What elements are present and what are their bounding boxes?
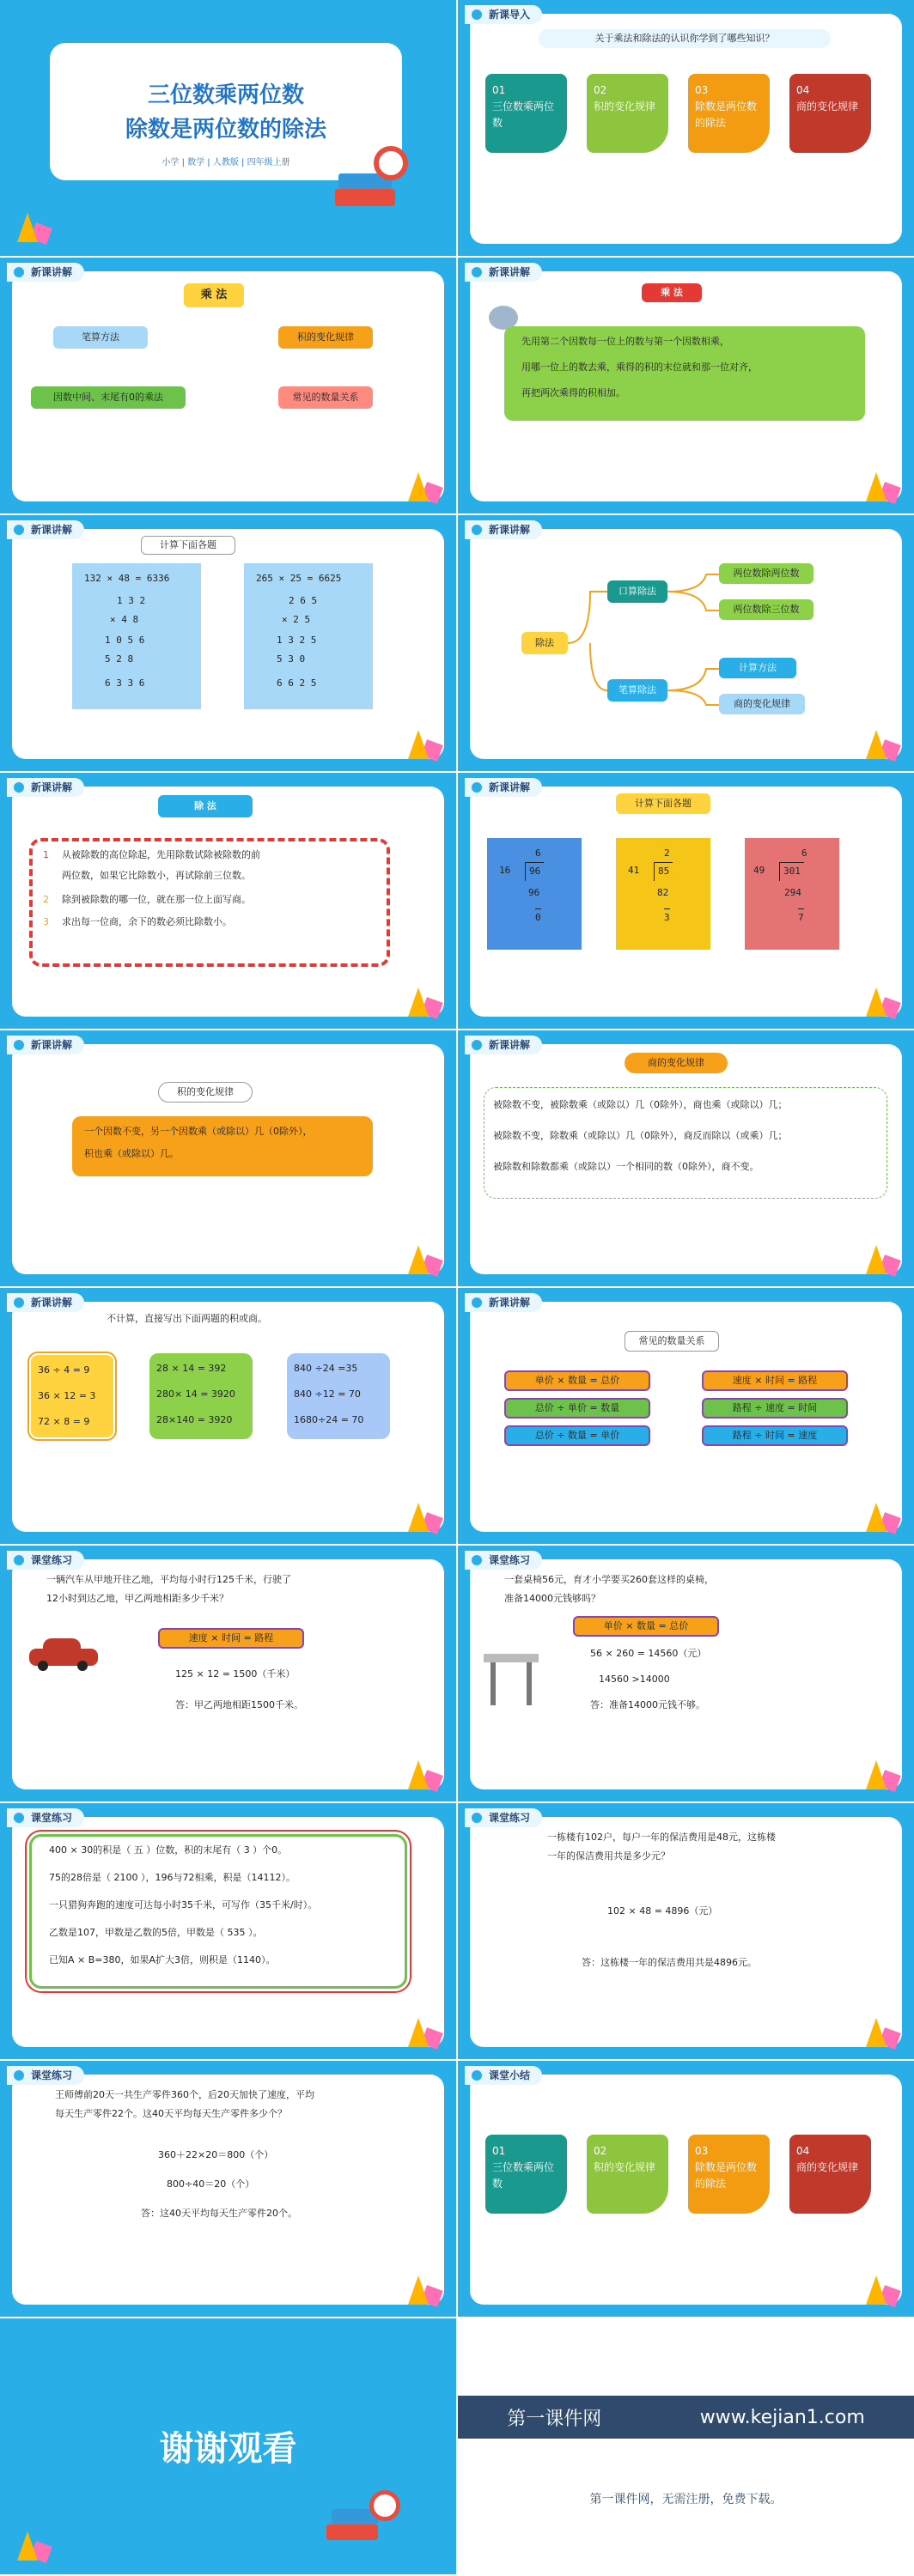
shapes-icon — [861, 2011, 899, 2047]
slide-header: 课堂练习 — [7, 2066, 84, 2085]
rule-line: 积也乘（或除以）几。 — [84, 1148, 179, 1159]
remainder: 3 — [664, 908, 670, 927]
rule-line: 一个因数不变，另一个因数乘（或除以）几（0除外）， — [84, 1126, 313, 1137]
steps-title: 乘 法 — [642, 283, 702, 302]
slide-multiplication-steps[interactable] — [458, 258, 914, 513]
formula-box: 单价 × 数量 = 总价 — [573, 1616, 719, 1637]
calc-line: 1 3 2 5 — [277, 635, 317, 646]
shapes-icon — [12, 206, 50, 242]
practice-title: 计算下面各题 — [141, 536, 235, 555]
mindmap-leaf[interactable]: 两位数除三位数 — [719, 599, 813, 620]
summary-card-02[interactable] — [587, 2135, 668, 2214]
summary-card-03[interactable] — [688, 2135, 770, 2214]
topic-text: 除数是两位数的除法 — [695, 2161, 758, 2190]
slide-practice-parts[interactable] — [0, 2061, 456, 2317]
car-icon — [29, 1637, 98, 1671]
exercise-intro: 不计算，直接写出下面两题的积或商。 — [107, 1313, 267, 1324]
thanks-text: 谢谢观看 — [159, 2429, 297, 2469]
division-card — [745, 838, 839, 950]
title-line1: 三位数乘两位数 — [147, 82, 304, 108]
slide-direct-answers[interactable] — [0, 1288, 456, 1544]
topic-num: 04 — [796, 84, 810, 96]
shapes-icon — [861, 723, 899, 759]
slide-fill-blanks[interactable] — [0, 1803, 456, 2059]
topic-num: 04 — [796, 2145, 810, 2157]
rule-line: 被除数不变，被除数乘（或除以）几（0除外），商也乘（或除以）几； — [493, 1099, 788, 1110]
brand-url[interactable]: www.kejian1.com — [699, 2406, 865, 2428]
slide-brand[interactable] — [458, 2318, 914, 2574]
calc-line: 6 3 3 6 — [105, 677, 145, 689]
practice-title: 计算下面各题 — [616, 793, 710, 814]
calc-line: 800÷40＝20（个） — [167, 2178, 255, 2190]
slide-multiplication-topics[interactable] — [0, 258, 456, 513]
step-1: 先用第二个因数每一位上的数与第一个因数相乘， — [521, 336, 729, 347]
topic-num: 01 — [492, 2145, 506, 2157]
dividend: 96 — [525, 862, 544, 881]
answer-line: 答：准备14000元钱不够。 — [590, 1699, 705, 1710]
rule-line: 被除数和除数都乘（或除以）一个相同的数（0除外），商不变。 — [493, 1161, 759, 1172]
slide-header: 课堂练习 — [7, 1808, 84, 1827]
calc-line: 1 0 5 6 — [105, 635, 145, 646]
quotient: 6 — [535, 848, 541, 859]
slide-header: 新课讲解 — [465, 1036, 542, 1054]
shapes-icon — [861, 1753, 899, 1789]
brand-footer: 第一课件网，无需注册，免费下载。 — [589, 2493, 783, 2506]
topic-text: 除数是两位数的除法 — [695, 100, 758, 130]
slide-card — [470, 529, 902, 759]
product: 82 — [657, 887, 669, 898]
shapes-icon — [861, 1496, 899, 1532]
calc-line: × 2 5 — [282, 614, 311, 625]
calc-line: 125 × 12 = 1500（千米） — [175, 1668, 296, 1680]
mindmap-root[interactable]: 除法 — [521, 632, 568, 654]
division-card — [487, 838, 582, 950]
answer-line: 答：这栋楼一年的保洁费用共是4896元。 — [582, 1957, 757, 1968]
shapes-icon — [861, 465, 899, 501]
brand-name: 第一课件网 — [507, 2408, 602, 2430]
slide-header: 新课讲解 — [7, 520, 84, 539]
dividend: 301 — [779, 862, 804, 881]
question-line: 准备14000元钱够吗？ — [504, 1593, 600, 1604]
shapes-icon — [403, 1238, 441, 1274]
formula-box: 速度 × 时间 = 路程 — [158, 1628, 304, 1649]
product: 294 — [784, 887, 801, 898]
books-illustration-icon — [326, 137, 421, 232]
steps-panel — [504, 326, 865, 421]
mindmap-leaf[interactable]: 商的变化规律 — [719, 694, 805, 714]
topic-title: 乘 法 — [184, 283, 244, 307]
step-3: 再把两次乘得的积相加。 — [521, 387, 625, 398]
slide-card — [470, 271, 902, 501]
slide-header: 课堂练习 — [465, 1551, 542, 1570]
slide-card — [470, 14, 902, 244]
summary-card-04[interactable] — [789, 2135, 871, 2214]
calc-line: 56 × 260 = 14560（元） — [590, 1648, 707, 1659]
relation-item: 总价 ÷ 单价 = 数量 — [504, 1398, 650, 1419]
blank-line: 已知A × B=380，如果A扩大3倍，则积是（1140）。 — [49, 1954, 276, 1965]
question-line: 每天生产零件22个。这40天平均每天生产零件多少个？ — [55, 2108, 287, 2119]
slide-practice-building[interactable] — [458, 1803, 914, 2059]
mindmap-connectors — [564, 563, 728, 726]
calc-line: 5 2 8 — [105, 653, 134, 665]
calc-line: 5 3 0 — [277, 653, 306, 665]
division-card — [616, 838, 710, 950]
blanks-panel — [29, 1834, 407, 1989]
slide-card — [470, 2075, 902, 2305]
relation-item: 路程 ÷ 速度 = 时间 — [702, 1398, 848, 1419]
shapes-icon — [861, 981, 899, 1017]
calc-line: 14560 >14000 — [599, 1674, 670, 1685]
question-line: 12小时到达乙地，甲乙两地相距多少千米？ — [46, 1593, 228, 1604]
relation-item: 路程 ÷ 时间 = 速度 — [702, 1425, 848, 1446]
answer-line: 答：甲乙两地相距1500千米。 — [175, 1699, 303, 1710]
rules-title: 除 法 — [158, 795, 253, 817]
topic-num: 03 — [695, 84, 709, 96]
topic-num: 01 — [492, 84, 506, 96]
quotient: 2 — [664, 848, 670, 859]
slide-card — [470, 1559, 902, 1789]
mindmap-leaf[interactable]: 计算方法 — [719, 658, 796, 678]
topic-text: 商的变化规律 — [796, 2161, 859, 2174]
title-line2: 除数是两位数的除法 — [125, 117, 326, 143]
rule-line: 两位数，如果它比除数小，再试除前三位数。 — [62, 870, 251, 881]
blank-line: 乙数是107，甲数是乙数的5倍，甲数是（ 535 ）。 — [49, 1927, 263, 1938]
answer-card — [149, 1353, 253, 1439]
shapes-icon — [861, 2269, 899, 2305]
rule-line: 求出每一位商，余下的数必须比除数小。 — [62, 916, 232, 927]
slide-header: 新课讲解 — [465, 778, 542, 797]
slide-card — [12, 1559, 444, 1789]
shapes-icon — [403, 2269, 441, 2305]
slide-thanks[interactable] — [0, 2318, 456, 2574]
answer-card — [29, 1353, 115, 1439]
slide-practice-desk[interactable] — [458, 1546, 914, 1801]
slide-quotient-rule[interactable] — [458, 1030, 914, 1286]
rule-line: 被除数不变，除数乘（或除以）几（0除外），商反而除以（或乘）几； — [493, 1130, 788, 1141]
topic-text: 积的变化规律 — [594, 100, 656, 113]
mindmap-branch[interactable]: 笔算除法 — [607, 679, 667, 702]
title-subtitle: 小学 | 数学 | 人教版 | 四年级上册 — [161, 158, 290, 167]
summary-card-01[interactable] — [485, 2135, 567, 2214]
calc-line: 360＋22×20＝800（个） — [158, 2149, 274, 2160]
slide-division-map[interactable] — [458, 515, 914, 771]
relation-item: 总价 ÷ 数量 = 单价 — [504, 1425, 650, 1446]
slide-card — [470, 1302, 902, 1532]
books-illustration-icon — [326, 2490, 404, 2559]
slide-card — [12, 1817, 444, 2047]
question-line: 一辆汽车从甲地开往乙地，平均每小时行125千米，行驶了 — [46, 1574, 291, 1585]
slide-card — [12, 1302, 444, 1532]
dividend: 85 — [654, 862, 673, 881]
blank-line: 400 × 30的积是（ 五 ）位数，积的末尾有（ 3 ）个0。 — [49, 1844, 288, 1856]
slide-card — [12, 787, 444, 1017]
slide-header: 课堂练习 — [465, 1808, 542, 1827]
blank-line: 75的28倍是（ 2100 ），196与72相乘，积是（14112）。 — [49, 1872, 296, 1883]
topic-num: 03 — [695, 2145, 709, 2157]
answer-line: 36 ÷ 4 = 9 — [38, 1364, 90, 1376]
answer-line: 840 ÷24 =35 — [294, 1363, 358, 1374]
answer-line: 答：这40天平均每天生产零件20个。 — [141, 2208, 297, 2219]
topic-num: 02 — [594, 2145, 607, 2157]
step-2: 用哪一位上的数去乘，乘得的积的末位就和那一位对齐， — [521, 361, 758, 373]
shapes-icon — [861, 1238, 899, 1274]
slide-summary[interactable] — [458, 2061, 914, 2317]
calc-line: 6 6 2 5 — [277, 677, 317, 689]
relation-item: 单价 × 数量 = 总价 — [504, 1370, 650, 1391]
mindmap-leaf[interactable]: 两位数除两位数 — [719, 563, 813, 584]
slide-card — [12, 2075, 444, 2305]
slide-header: 新课导入 — [465, 5, 542, 24]
slide-division-practice[interactable] — [458, 773, 914, 1029]
calc-line: 1 3 2 — [117, 595, 146, 606]
topic-item[interactable]: 因数中间、末尾有0的乘法 — [31, 386, 186, 409]
rule-line: 除到被除数的哪一位，就在那一位上面写商。 — [62, 894, 251, 905]
slide-card — [12, 271, 444, 501]
calc-equation: 132 × 48 = 6336 — [84, 573, 170, 584]
divisor: 41 — [628, 865, 640, 876]
slide-header: 课堂练习 — [7, 1551, 84, 1570]
topic-text: 商的变化规律 — [796, 100, 859, 113]
rule-mark-1: 1 — [43, 849, 49, 860]
slide-header: 新课讲解 — [465, 520, 542, 539]
shapes-icon — [403, 2011, 441, 2047]
slide-practice-car[interactable] — [0, 1546, 456, 1801]
product-rule-panel — [72, 1116, 373, 1176]
intro-question: 关于乘法和除法的认识你学到了哪些知识？ — [539, 29, 831, 48]
slide-multiplication-practice[interactable] — [0, 515, 456, 771]
slide-title[interactable] — [0, 0, 456, 256]
remainder: 7 — [798, 908, 804, 927]
quotient-rule-title: 商的变化规律 — [625, 1053, 728, 1073]
calc-line: 2 6 5 — [289, 595, 318, 606]
relation-item: 速度 × 时间 = 路程 — [702, 1370, 848, 1391]
topic-item[interactable]: 笔算方法 — [53, 326, 148, 349]
topic-card-03[interactable] — [688, 74, 770, 153]
slide-header: 新课讲解 — [465, 263, 542, 282]
rule-mark-2: 2 — [43, 894, 49, 905]
slide-card — [470, 1817, 902, 2047]
mindmap-branch[interactable]: 口算除法 — [607, 580, 667, 603]
topic-text: 三位数乘两位数 — [492, 2161, 555, 2190]
calc-line: 102 × 48 = 4896（元） — [607, 1905, 718, 1917]
slide-intro[interactable] — [458, 0, 914, 256]
topic-card-02[interactable] — [587, 74, 668, 153]
slide-header: 新课讲解 — [7, 263, 84, 282]
shapes-icon — [403, 1496, 441, 1532]
divisor: 49 — [753, 865, 765, 876]
question-line: 王师傅前20天一共生产零件360个，后20天加快了速度，平均 — [55, 2089, 314, 2100]
blank-line: 一只猎狗奔跑的速度可达每小时35千米，可写作（35千米/时）。 — [49, 1899, 318, 1911]
question-line: 一套桌椅56元，育才小学要买260套这样的桌椅， — [504, 1574, 714, 1585]
answer-line: 28×140 = 3920 — [156, 1414, 233, 1425]
answer-line: 36 × 12 = 3 — [38, 1390, 96, 1401]
slide-card — [12, 529, 444, 759]
answer-line: 72 × 8 = 9 — [38, 1416, 90, 1427]
slide-header: 课堂小结 — [465, 2066, 542, 2085]
relations-title: 常见的数量关系 — [625, 1331, 719, 1352]
shapes-icon — [12, 2524, 50, 2561]
slide-header: 新课讲解 — [7, 778, 84, 797]
quotient-rule-panel — [484, 1087, 887, 1199]
topic-card-04[interactable] — [789, 74, 871, 153]
slide-header: 新课讲解 — [7, 1293, 84, 1312]
topic-text: 三位数乘两位数 — [492, 100, 555, 130]
slide-product-rule[interactable] — [0, 1030, 456, 1286]
product-rule-title: 积的变化规律 — [158, 1082, 253, 1103]
remainder: 0 — [535, 908, 541, 927]
calc-card-right — [244, 563, 373, 709]
calc-card-left — [72, 563, 201, 709]
answer-line: 28 × 14 = 392 — [156, 1363, 227, 1374]
answer-line: 840 ÷12 = 70 — [294, 1388, 361, 1400]
slide-card — [470, 1044, 902, 1274]
shapes-icon — [403, 723, 441, 759]
brand-bar — [458, 2396, 914, 2439]
slide-quantity-relations[interactable] — [458, 1288, 914, 1544]
slide-header: 新课讲解 — [7, 1036, 84, 1054]
question-line: 一年的保洁费用共是多少元？ — [547, 1850, 670, 1862]
slide-card — [470, 787, 902, 1017]
slide-header: 新课讲解 — [465, 1293, 542, 1312]
product: 96 — [528, 887, 540, 898]
quotient: 6 — [801, 848, 807, 859]
calc-equation: 265 × 25 = 6625 — [256, 573, 342, 584]
shapes-icon — [403, 465, 441, 501]
shapes-icon — [403, 1753, 441, 1789]
topic-card-01[interactable] — [485, 74, 567, 153]
slide-division-rules[interactable] — [0, 773, 456, 1029]
topic-item[interactable]: 积的变化规律 — [278, 326, 373, 349]
question-line: 一栋楼有102户，每户一年的保洁费用是48元，这栋楼 — [547, 1832, 776, 1843]
topic-num: 02 — [594, 84, 607, 96]
topic-text: 积的变化规律 — [594, 2161, 656, 2174]
shapes-icon — [403, 981, 441, 1017]
answer-card — [287, 1353, 390, 1439]
calc-line: × 4 8 — [110, 614, 139, 625]
divisor: 16 — [499, 865, 511, 876]
rule-line: 从被除数的高位除起，先用除数试除被除数的前 — [62, 849, 260, 860]
rule-mark-3: 3 — [43, 916, 49, 927]
slide-card — [12, 1044, 444, 1274]
rules-panel — [29, 838, 390, 967]
topic-item[interactable]: 常见的数量关系 — [278, 386, 373, 409]
answer-line: 1680÷24 = 70 — [294, 1414, 364, 1425]
desk-icon — [484, 1654, 544, 1714]
answer-line: 280× 14 = 3920 — [156, 1388, 235, 1400]
